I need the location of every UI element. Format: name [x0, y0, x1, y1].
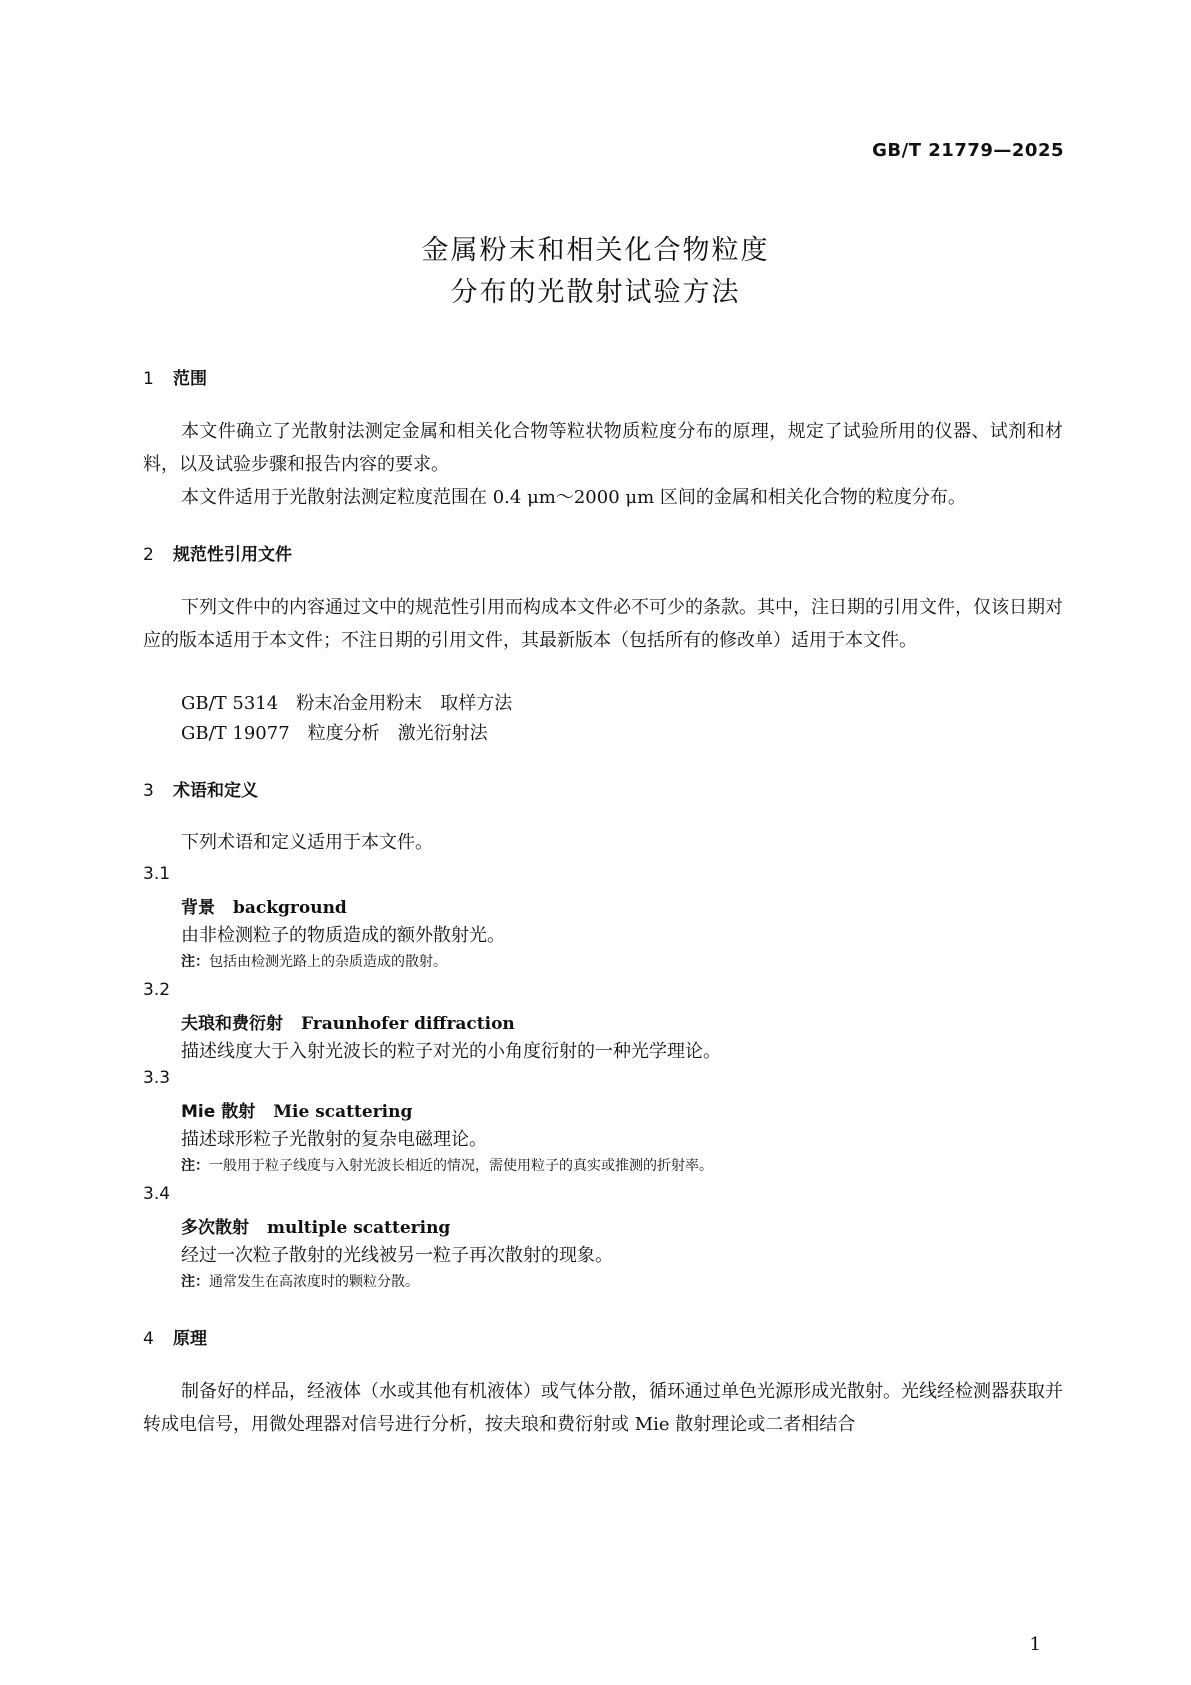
term-chinese: 背景: [181, 898, 215, 918]
reference-item: GB/T 5314 粉末冶金用粉末 取样方法: [181, 693, 513, 714]
section-title: 规范性引用文件: [173, 545, 292, 565]
term-note: [181, 1155, 713, 1175]
term-heading: [181, 893, 347, 918]
document-title-line-1: 金属粉末和相关化合物粒度: [421, 235, 770, 266]
term-heading: [181, 1009, 515, 1034]
term-definition: 经过一次粒子散射的光线被另一粒子再次散射的现象。: [181, 1245, 613, 1266]
note-text: 通常发生在高浓度时的颗粒分散。: [209, 1274, 419, 1290]
note-label: 注：: [181, 954, 209, 970]
section-3-heading: [143, 776, 258, 801]
section-title: 范围: [173, 369, 207, 389]
term-note: [181, 951, 447, 971]
term-number: 3.4: [143, 1184, 171, 1204]
note-label: 注：: [181, 1158, 209, 1174]
term-heading: [181, 1213, 450, 1238]
section-number: 2: [143, 545, 154, 565]
term-english: multiple scattering: [267, 1218, 451, 1238]
term-definition: 描述球形粒子光散射的复杂电磁理论。: [181, 1129, 487, 1150]
standard-number: GB/T 21779—2025: [872, 140, 1064, 161]
section-number: 1: [143, 369, 154, 389]
term-chinese: 夫琅和费衍射: [181, 1014, 283, 1034]
section-1-heading: [143, 364, 207, 389]
term-note: [181, 1271, 419, 1291]
section-title: 原理: [173, 1329, 207, 1349]
term-number: 3.3: [143, 1068, 171, 1088]
section-4-paragraph-1: 制备好的样品，经液体（水或其他有机液体）或气体分散，循环通过单色光源形成光散射。光线经检测器获取并转成电信号，用微处理器对信号进行分析，按夫琅和费衍射或 Mie 散射理论或二者相结合: [143, 1381, 1063, 1435]
section-1-paragraph-2: 本文件适用于光散射法测定粒度范围在 0.4 μm～2000 μm 区间的金属和相关化合物的粒度分布。: [181, 487, 966, 508]
section-title: 术语和定义: [173, 781, 258, 801]
document-title-line-2: 分布的光散射试验方法: [450, 277, 741, 308]
term-english: background: [233, 898, 347, 918]
page-number: 1: [1029, 1634, 1041, 1655]
note-label: 注：: [181, 1274, 209, 1290]
term-chinese: Mie 散射: [181, 1102, 256, 1122]
section-2-heading: [143, 540, 292, 565]
reference-item: GB/T 19077 粒度分析 激光衍射法: [181, 723, 488, 744]
term-heading: [181, 1097, 412, 1122]
term-definition: 由非检测粒子的物质造成的额外散射光。: [181, 925, 505, 946]
note-text: 包括由检测光路上的杂质造成的散射。: [209, 954, 447, 970]
term-number: 3.1: [143, 864, 171, 884]
section-3-intro: 下列术语和定义适用于本文件。: [181, 832, 433, 853]
section-1-paragraph-1: 本文件确立了光散射法测定金属和相关化合物等粒状物质粒度分布的原理，规定了试验所用的仪器、试剂和材料，以及试验步骤和报告内容的要求。: [143, 421, 1063, 475]
term-chinese: 多次散射: [181, 1218, 249, 1238]
term-english: Fraunhofer diffraction: [301, 1014, 515, 1034]
section-2-paragraph-1: 下列文件中的内容通过文中的规范性引用而构成本文件必不可少的条款。其中，注日期的引用文件，仅该日期对应的版本适用于本文件；不注日期的引用文件，其最新版本（包括所有的修改单）适用于本文件。: [143, 597, 1063, 651]
term-definition: 描述线度大于入射光波长的粒子对光的小角度衍射的一种光学理论。: [181, 1041, 721, 1062]
section-number: 3: [143, 781, 154, 801]
section-number: 4: [143, 1329, 154, 1349]
note-text: 一般用于粒子线度与入射光波长相近的情况，需使用粒子的真实或推测的折射率。: [209, 1158, 713, 1174]
term-english: Mie scattering: [273, 1102, 413, 1122]
term-number: 3.2: [143, 980, 171, 1000]
section-4-heading: [143, 1324, 207, 1349]
